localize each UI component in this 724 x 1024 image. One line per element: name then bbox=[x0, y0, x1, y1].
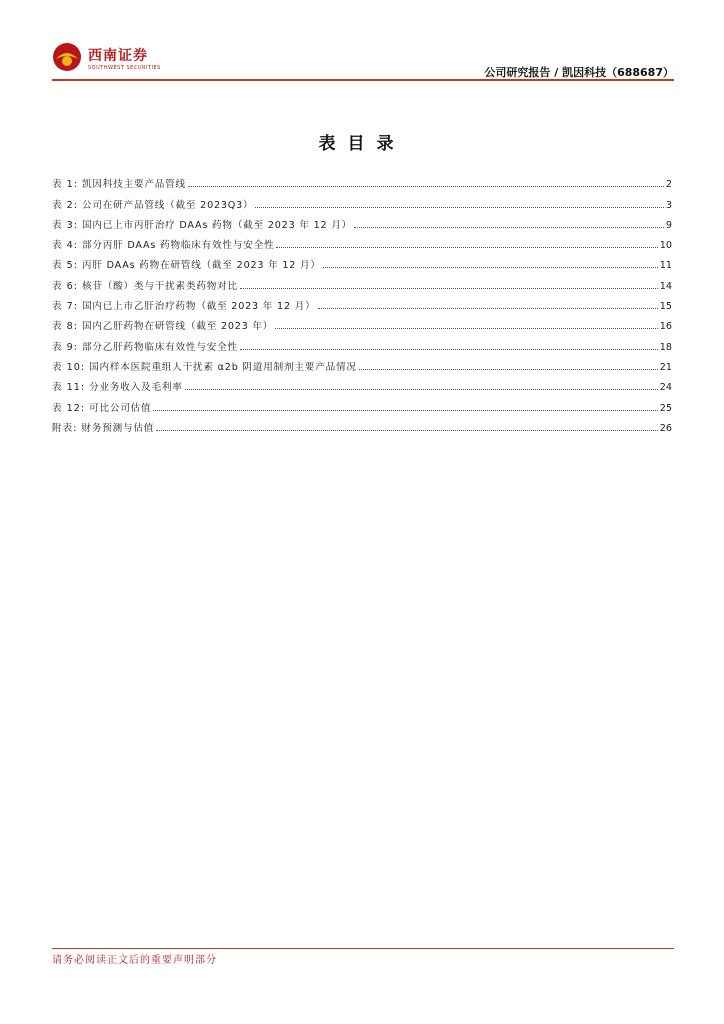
toc-entry-page: 18 bbox=[659, 341, 672, 353]
toc-entry-title: 核苷（酸）类与干扰素类药物对比 bbox=[81, 280, 238, 292]
toc-entry-number: 附表: bbox=[52, 422, 78, 434]
toc-entry-title: 可比公司估值 bbox=[89, 402, 152, 414]
toc-entry-page: 14 bbox=[659, 280, 672, 292]
toc-entry-number: 表 8: bbox=[52, 321, 78, 333]
toc-leader-dots bbox=[318, 308, 658, 309]
toc-entry-page: 16 bbox=[659, 321, 672, 333]
toc-entry-number: 表 12: bbox=[52, 402, 86, 414]
toc-entry-number: 表 3: bbox=[52, 219, 78, 231]
toc-entry-number: 表 5: bbox=[52, 260, 78, 272]
toc-entry[interactable] bbox=[52, 393, 672, 413]
toc-entry[interactable] bbox=[52, 312, 672, 332]
toc-leader-dots bbox=[255, 207, 663, 208]
toc-entry-number: 表 4: bbox=[52, 240, 78, 252]
footer-divider bbox=[52, 948, 674, 949]
toc-leader-dots bbox=[354, 227, 664, 228]
toc-title: 表目录 bbox=[318, 134, 406, 154]
report-title: 公司研究报告 / 凯因科技（688687） bbox=[484, 66, 674, 79]
toc-entry[interactable] bbox=[52, 353, 672, 373]
toc-entry[interactable] bbox=[52, 211, 672, 231]
toc-entry-page: 25 bbox=[659, 402, 672, 414]
company-logo bbox=[52, 42, 192, 76]
toc-entry[interactable] bbox=[52, 332, 672, 352]
toc-leader-dots bbox=[185, 389, 658, 390]
toc-leader-dots bbox=[240, 349, 658, 350]
toc-entry[interactable] bbox=[52, 190, 672, 210]
toc-leader-dots bbox=[156, 430, 658, 431]
toc-entry-title: 财务预测与估值 bbox=[81, 422, 155, 434]
toc-leader-dots bbox=[359, 369, 658, 370]
toc-leader-dots bbox=[240, 288, 658, 289]
toc-entry-title: 国内已上市丙肝治疗 DAAs 药物（截至 2023 年 12 月） bbox=[81, 219, 353, 231]
logo-name-en: SOUTHWEST SECURITIES bbox=[88, 65, 161, 71]
logo-name-cn: 西南证券 bbox=[88, 48, 148, 64]
toc-entry-number: 表 7: bbox=[52, 301, 78, 313]
toc-entry-title: 公司在研产品管线（截至 2023Q3） bbox=[81, 199, 254, 211]
toc-leader-dots bbox=[188, 186, 664, 187]
toc-entry-title: 国内样本医院重组人干扰素 α2b 阴道用制剂主要产品情况 bbox=[89, 361, 357, 373]
toc-entry-number: 表 11: bbox=[52, 382, 86, 394]
toc-entry-page: 15 bbox=[659, 301, 672, 313]
toc-entry-title: 国内乙肝药物在研管线（截至 2023 年） bbox=[81, 321, 274, 333]
toc-entry-page: 21 bbox=[659, 361, 672, 373]
toc-entry-page: 2 bbox=[665, 179, 672, 191]
toc-entry[interactable] bbox=[52, 231, 672, 251]
toc-entry-title: 凯因科技主要产品管线 bbox=[81, 179, 186, 191]
toc-entry[interactable] bbox=[52, 251, 672, 271]
toc-entry-page: 11 bbox=[659, 260, 672, 272]
toc-entry-title: 部分丙肝 DAAs 药物临床有效性与安全性 bbox=[81, 240, 275, 252]
table-of-tables bbox=[52, 170, 672, 434]
toc-entry-number: 表 1: bbox=[52, 179, 78, 191]
toc-entry-title: 丙肝 DAAs 药物在研管线（截至 2023 年 12 月） bbox=[81, 260, 321, 272]
header-divider bbox=[52, 79, 674, 81]
toc-entry-page: 9 bbox=[665, 219, 672, 231]
toc-entry-page: 10 bbox=[659, 240, 672, 252]
toc-entry-title: 部分乙肝药物临床有效性与安全性 bbox=[81, 341, 238, 353]
toc-entry-number: 表 2: bbox=[52, 199, 78, 211]
toc-leader-dots bbox=[275, 328, 658, 329]
toc-entry[interactable] bbox=[52, 271, 672, 291]
toc-leader-dots bbox=[323, 267, 658, 268]
toc-entry[interactable] bbox=[52, 170, 672, 190]
toc-entry-title: 分业务收入及毛利率 bbox=[89, 382, 183, 394]
southwest-securities-logo-icon bbox=[52, 42, 82, 72]
toc-entry-title: 国内已上市乙肝治疗药物（截至 2023 年 12 月） bbox=[81, 301, 316, 313]
toc-leader-dots bbox=[153, 410, 657, 411]
toc-entry-number: 表 9: bbox=[52, 341, 78, 353]
toc-entry[interactable] bbox=[52, 373, 672, 393]
toc-leader-dots bbox=[276, 247, 657, 248]
toc-entry[interactable] bbox=[52, 292, 672, 312]
toc-entry-number: 表 10: bbox=[52, 361, 86, 373]
footer-disclaimer: 请务必阅读正文后的重要声明部分 bbox=[52, 955, 217, 966]
toc-entry-page: 26 bbox=[659, 422, 672, 434]
page-header bbox=[52, 38, 674, 82]
toc-entry-page: 3 bbox=[665, 199, 672, 211]
toc-entry[interactable] bbox=[52, 414, 672, 434]
toc-entry-number: 表 6: bbox=[52, 280, 78, 292]
toc-entry-page: 24 bbox=[659, 382, 672, 394]
